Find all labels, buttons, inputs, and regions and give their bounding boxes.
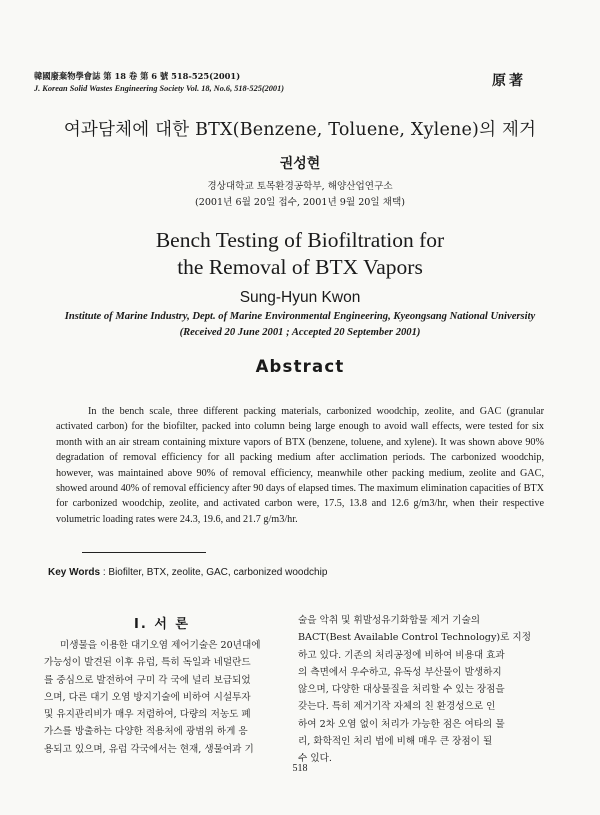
text-line: 수 있다. — [298, 753, 332, 765]
journal-citation-korean: 韓國廢棄物學會誌 第 18 卷 第 6 號 518-525(2001) — [34, 71, 241, 81]
intro-left-column — [44, 637, 280, 758]
english-author: Sung-Hyun Kwon — [239, 289, 361, 306]
korean-author: 권성현 — [279, 156, 321, 172]
page-number: 518 — [292, 763, 308, 774]
text-line: 으며, 다른 대기 오염 방지기술에 비하여 시설투자 — [44, 691, 251, 703]
korean-dates: (2001년 6월 20일 접수, 2001년 9월 20일 채택) — [194, 197, 405, 208]
abstract-heading: Abstract — [255, 357, 345, 376]
section-heading-introduction: I. 서 론 — [134, 617, 190, 632]
keywords — [48, 567, 327, 578]
korean-title: 여과담체에 대한 BTX(Benzene, Toluene, Xylene)의 제거 — [63, 120, 537, 140]
text-line: 및 유지관리비가 매우 저렴하여, 다량의 저농도 폐 — [44, 709, 251, 721]
intro-right-column — [298, 612, 552, 768]
text-line: 하고 있다. 기존의 처리공정에 비하여 비용대 효과 — [298, 649, 505, 661]
korean-affiliation: 경상대학교 토목환경공학부, 해양산업연구소 — [207, 181, 393, 192]
text-line: 용되고 있으며, 유럽 각국에서는 현재, 생물여과 기 — [44, 743, 254, 755]
english-dates: (Received 20 June 2001 ; Accepted 20 September 2001) — [179, 327, 421, 338]
text-line: 갖는다. 특히 제거기작 자체의 친 환경성으로 인 — [298, 701, 496, 713]
journal-citation-english: J. Korean Solid Wastes Engineering Society Vol. 18, No.6, 518-525(2001) — [34, 84, 284, 93]
english-title-line-1: Bench Testing of Biofiltration for — [155, 228, 445, 252]
keywords-separator: : — [100, 567, 109, 578]
english-affiliation: Institute of Marine Industry, Dept. of Marine Environmental Engineering, Kyeongsang National University — [64, 311, 536, 322]
keywords-text: Biofilter, BTX, zeolite, GAC, carbonized woodchip — [108, 567, 328, 578]
text-line: 술을 악취 및 휘발성유기화합물 제거 기술의 — [298, 615, 481, 626]
text-line: 미생물을 이용한 대기오염 제어기술은 20년대에 — [60, 640, 261, 651]
text-line: 가스를 방출하는 다양한 적용처에 광범위 하게 응 — [44, 726, 248, 738]
text-line: 않으며, 다양한 대상물질을 처리할 수 있는 장점을 — [298, 684, 505, 696]
article-type-badge: 原著 — [492, 73, 526, 89]
english-title-line-2: the Removal of BTX Vapors — [177, 255, 423, 279]
text-line: 를 중심으로 발전하여 구미 각 국에 널리 보급되었 — [44, 674, 251, 686]
text-line: 의 측면에서 우수하고, 유독성 부산물이 발생하지 — [298, 666, 502, 678]
abstract-body — [56, 404, 544, 527]
text-line: 리, 화학적인 처리 법에 비해 매우 큰 장점이 될 — [298, 736, 493, 748]
text-line: 하여 2차 오염 없이 처리가 가능한 점은 여타의 물 — [298, 718, 505, 730]
keywords-label: Key Words — [48, 567, 101, 578]
text-line: BACT(Best Available Control Technology)로 지정 — [298, 632, 531, 644]
keywords-divider — [82, 552, 206, 553]
abstract-paragraph: In the bench scale, three different packing materials, carbonized woodchip, zeolite, and GAC (granular activated carbon) for the biofilter, packed into column being large enough to avoid wall effects, were tested for six month with an air stream containing mixture vapors of BTX (benzene, toluene, and xylene). It was shown above 90% degradation of removal efficiency for all packing medium after acclimation periods. The carbonized woodchip, however, was maintained above 90% of removal efficiency, meanwhile other packing medium, zeolite and GAC, showed around 40% of removal efficiency after 90 days of elapsed times. The maximum elimination capacities of BTX for carbonized woodchip, zeolite, and activated carbon were, 17.5, 13.8 and 12.6 g/m3/hr, when their respective volumetric loading rates were 24.3, 19.6, and 21.7 g/m3/hr. — [56, 406, 544, 525]
text-line: 가능성이 발견된 이후 유럽, 특히 독일과 네덜란드 — [44, 657, 251, 669]
